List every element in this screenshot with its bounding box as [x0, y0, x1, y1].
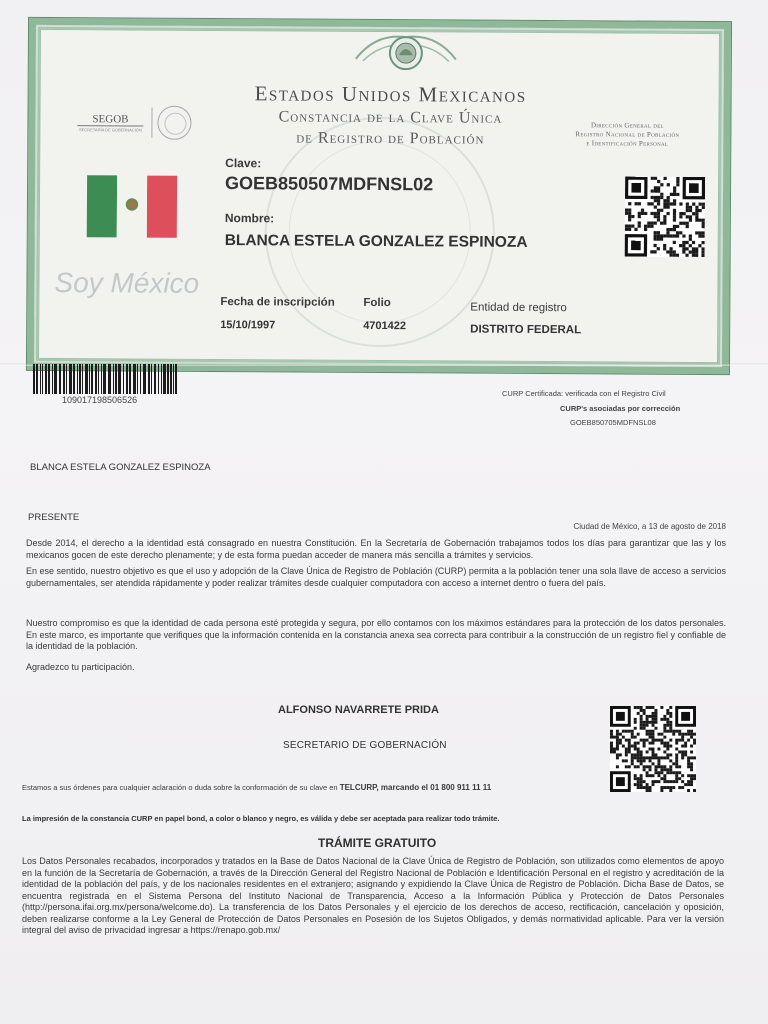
agency-line-3: e Identificación Personal [586, 139, 669, 148]
soy-mexico-slogan: Soy México [54, 267, 200, 299]
certificate-qr-code-icon [625, 177, 705, 257]
contact-line [22, 783, 582, 792]
segob-seal-icon [157, 106, 191, 140]
signer-title: SECRETARIO DE GOBERNACIÓN [283, 740, 447, 751]
letter-paragraph-3: Nuestro compromiso es que la identidad de cada persona esté protegida y segura, por ello contamos con los máximos estándares para la protección de los datos personales. En este marco, es importante que verifiques que la información contenida en la constancia anexa sea correcta para contribuir a la construcción de un registro fiel y confiable de la identidad de la población. [26, 618, 726, 651]
letter-paragraph-2: En ese sentido, nuestro objetivo es que el uso y adopción de la Clave Única de Registro de Población (CURP) permita a la población tener una sola llave de acceso a servicios gubernamentales, ser atendida rápidamente y poder realizar trámites desde cualquier computadora con acceso a internet dentro o fuera del país. [26, 566, 726, 588]
contact-telcurp: TELCURP, marcando el 01 800 911 11 11 [339, 783, 492, 792]
letter-date: Ciudad de México, a 13 de agosto de 2018 [573, 522, 726, 531]
entidad-value: DISTRITO FEDERAL [470, 323, 582, 337]
subtitle-line-1: Constancia de la Clave Única [278, 108, 503, 127]
nombre-value: BLANCA ESTELA GONZALEZ ESPINOZA [224, 232, 528, 251]
fecha-label: Fecha de inscripción [220, 296, 335, 309]
barcode-icon [33, 364, 177, 394]
letter-recipient: BLANCA ESTELA GONZALEZ ESPINOZA [30, 462, 211, 473]
clave-label: Clave: [225, 156, 262, 171]
folio-value: 4701422 [363, 319, 407, 333]
mexico-flag-icon [87, 175, 177, 238]
barcode-number: 109017198506526 [62, 395, 138, 405]
letter-paragraph-1: Desde 2014, el derecho a la identidad está consagrado en nuestra Constitución. En la Secretaría de Gobernación trabajamos todos los días para garantizar que las y los mexicanos gocen de este derecho plenamente; y de esta forma puedan acceder de manera más sencilla a trámites y servicios. [26, 538, 726, 560]
segob-name: SEGOB [77, 113, 143, 126]
agency-line-2: Registro Nacional de Población [575, 130, 680, 139]
national-crest-icon [351, 29, 461, 76]
letter-presente: PRESENTE [28, 512, 80, 523]
subtitle-line-2: de Registro de Población [296, 129, 485, 148]
certificate-title: Estados Unidos Mexicanos [254, 81, 527, 107]
letter-qr-code-icon [610, 706, 696, 792]
curps-asociadas-label: CURP's asociadas por corrección [560, 404, 681, 413]
segob-sub: SECRETARÍA DE GOBERNACIÓN [78, 127, 142, 133]
contact-text: Estamos a sus órdenes para cualquier aclaración o duda sobre la conformación de su clave en [22, 783, 338, 792]
tramite-gratuito-heading: TRÁMITE GRATUITO [318, 836, 437, 850]
fecha-value: 15/10/1997 [220, 319, 276, 332]
nombre-label: Nombre: [224, 211, 275, 226]
certificate-subtitle [235, 106, 545, 150]
entidad-label: Entidad de registro [470, 301, 567, 315]
impresion-notice: La impresión de la constancia CURP en papel bond, a color o blanco y negro, es válida y debe ser aceptada para realizar todo trámite. [22, 814, 500, 823]
segob-logo [77, 113, 143, 132]
agency-name [552, 121, 702, 149]
agency-line-1: Dirección General del [590, 121, 664, 130]
signer-name: ALFONSO NAVARRETE PRIDA [278, 704, 439, 716]
logo-divider [151, 108, 152, 138]
curp-certificate-card [27, 18, 731, 374]
folio-label: Folio [363, 296, 391, 310]
curp-asociada-value: GOEB850705MDFNSL08 [570, 418, 656, 427]
clave-value: GOEB850507MDFNSL02 [225, 173, 434, 195]
letter-paragraph-4: Agradezco tu participación. [26, 662, 135, 672]
privacy-notice: Los Datos Personales recabados, incorporados y tratados en la Base de Datos Nacional de la Clave Única de Registro de Población, son utilizados como elementos de apoyo en la función de la Secretaría de Gobernación, a través de la Dirección General del Registro Nacional de Población e Identificación Personal en el registro y acreditación de la identidad de la población del país, y de los nacionales residentes en el extranjero; asignando y expidiendo la Clave Única de Registro de Población. Dicha Base de Datos, se encuentra registrada en el Sistema Persona del Instituto Nacional de Transparencia, Acceso a la Información Pública y Protección de Datos Personales (http://persona.ifai.org.mx/persona/welcome.do). La transferencia de los Datos Personales y el ejercicio de los derechos de acceso, rectificación, cancelación y oposición, deben realizarse conforme a la Ley General de Protección de Datos Personales en Posesión de los Sujetos Obligados, y demás normatividad aplicable. Para ver la versión integral del aviso de privacidad ingresar a https://renapo.gob.mx/ [22, 856, 724, 935]
curp-certificada-note: CURP Certificada: verificada con el Registro Civil [502, 389, 666, 398]
